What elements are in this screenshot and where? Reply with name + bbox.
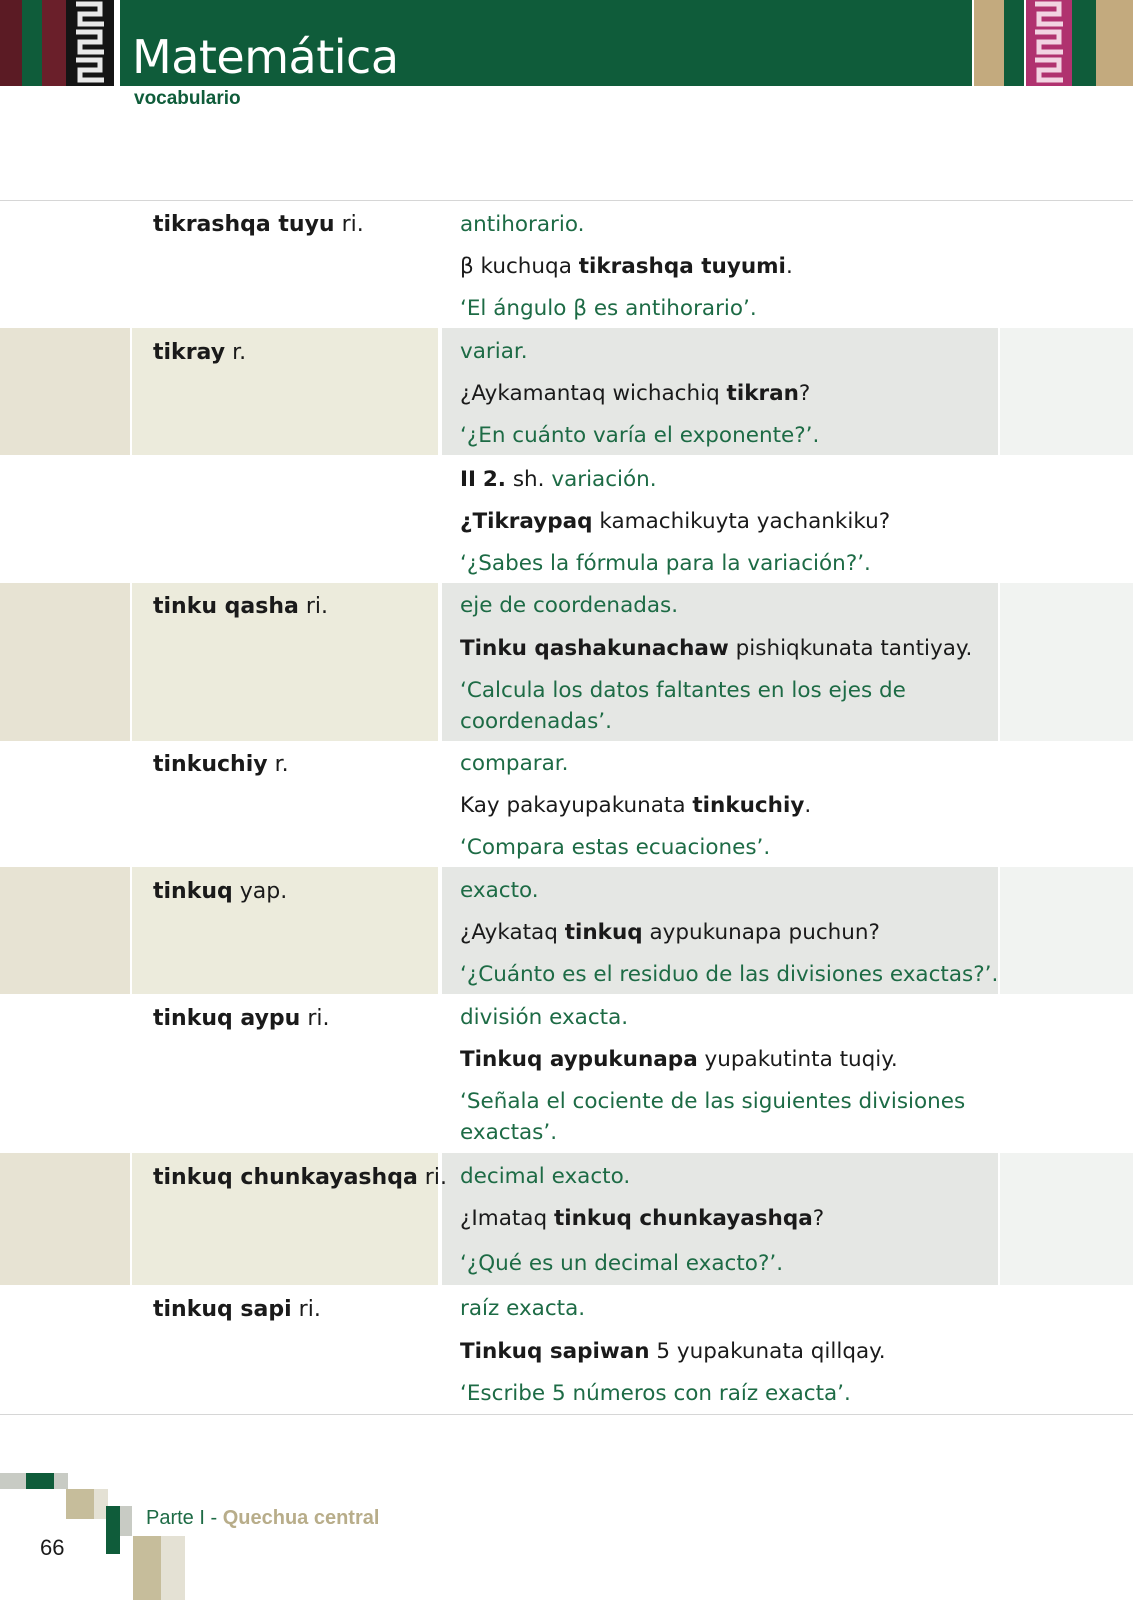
headword xyxy=(153,879,287,904)
pattern-stripe xyxy=(1026,0,1072,86)
part-of-speech: r. xyxy=(274,752,289,777)
part-of-speech: ri. xyxy=(298,1297,321,1322)
part-of-speech: yap. xyxy=(239,879,288,904)
example-translation: ‘Calcula los datos faltantes en los ejes de coordenadas’. xyxy=(460,678,906,734)
definition: comparar. xyxy=(460,751,569,776)
definition: división exacta. xyxy=(460,1005,629,1030)
headword xyxy=(153,1297,321,1322)
example-quechua: ¿Tikraypaq kamachikuyta yachankiku? xyxy=(460,509,891,534)
footer-part-label: Parte I - Quechua central xyxy=(146,1507,380,1529)
example-translation: ‘¿Cuánto es el residuo de las divisiones exactas?’. xyxy=(460,962,999,987)
pattern-stripe xyxy=(66,0,114,86)
stripe xyxy=(0,0,22,86)
headword xyxy=(153,752,289,777)
example-quechua: β kuchuqa tikrashqa tuyumi. xyxy=(460,254,793,279)
definition: raíz exacta. xyxy=(460,1296,586,1321)
footer-block xyxy=(133,1536,161,1600)
definition: exacto. xyxy=(460,878,539,903)
stripe xyxy=(42,0,66,86)
part-of-speech: r. xyxy=(232,340,247,365)
part-of-speech: ri. xyxy=(307,1006,330,1031)
stripe xyxy=(974,0,1004,86)
bottom-rule xyxy=(0,1414,1133,1415)
example-translation: ‘¿En cuánto varía el exponente?’. xyxy=(460,423,820,448)
stripe xyxy=(1004,0,1024,86)
headword xyxy=(153,1165,447,1190)
headword-term: tinkuq xyxy=(153,879,233,904)
stripe xyxy=(1096,0,1133,86)
zigzag-pattern-icon xyxy=(66,0,114,86)
headword xyxy=(153,1006,330,1031)
headword xyxy=(153,340,246,365)
example-quechua: Kay pakayupakunata tinkuchiy. xyxy=(460,793,812,818)
sense-definition: II 2. sh. variación. xyxy=(460,467,657,492)
footer-block xyxy=(0,1473,26,1489)
page-number: 66 xyxy=(40,1535,65,1560)
page-title: Matemática xyxy=(132,30,399,84)
headword-term: tikrashqa tuyu xyxy=(153,212,335,237)
definition: eje de coordenadas. xyxy=(460,593,679,618)
example-translation: ‘Señala el cociente de las siguientes divisiones exactas’. xyxy=(460,1089,966,1145)
example-translation: ‘Compara estas ecuaciones’. xyxy=(460,835,771,860)
example-translation: ‘¿Qué es un decimal exacto?’. xyxy=(460,1251,784,1276)
definition: variar. xyxy=(460,339,528,364)
zigzag-pattern-icon xyxy=(1026,0,1072,86)
footer-block xyxy=(120,1506,132,1536)
footer-block xyxy=(161,1536,185,1600)
footer-block xyxy=(106,1506,120,1554)
part-of-speech: ri. xyxy=(341,212,364,237)
footer-block xyxy=(26,1473,54,1489)
part-of-speech: ri. xyxy=(424,1165,447,1190)
headword-term: tinkuq chunkayashqa xyxy=(153,1165,418,1190)
stripe xyxy=(1072,0,1096,86)
headword-term: tinku qasha xyxy=(153,594,299,619)
example-quechua: Tinkuq aypukunapa yupakutinta tuqiy. xyxy=(460,1047,898,1072)
example-translation: ‘¿Sabes la fórmula para la variación?’. xyxy=(460,551,871,576)
definition: decimal exacto. xyxy=(460,1164,631,1189)
headword xyxy=(153,212,364,237)
section-subtitle: vocabulario xyxy=(134,88,241,109)
example-quechua: ¿Aykataq tinkuq aypukunapa puchun? xyxy=(460,920,880,945)
headword-term: tinkuq sapi xyxy=(153,1297,292,1322)
example-quechua: Tinkuq sapiwan 5 yupakunata qillqay. xyxy=(460,1339,886,1364)
headword xyxy=(153,594,328,619)
example-quechua: ¿Imataq tinkuq chunkayashqa? xyxy=(460,1206,825,1231)
stripe xyxy=(22,0,42,86)
headword-term: tikray xyxy=(153,340,226,365)
example-quechua: Tinku qashakunachaw pishiqkunata tantiyay. xyxy=(460,636,973,661)
example-translation: ‘Escribe 5 números con raíz exacta’. xyxy=(460,1381,851,1406)
headword-term: tinkuchiy xyxy=(153,752,268,777)
part-of-speech: ri. xyxy=(305,594,329,619)
example-translation: ‘El ángulo β es antihorario’. xyxy=(460,296,757,321)
footer-block xyxy=(54,1473,68,1489)
footer-block xyxy=(66,1489,94,1519)
definition: antihorario. xyxy=(460,212,585,237)
example-quechua: ¿Aykamantaq wichachiq tikran? xyxy=(460,381,811,406)
headword-term: tinkuq aypu xyxy=(153,1006,301,1031)
